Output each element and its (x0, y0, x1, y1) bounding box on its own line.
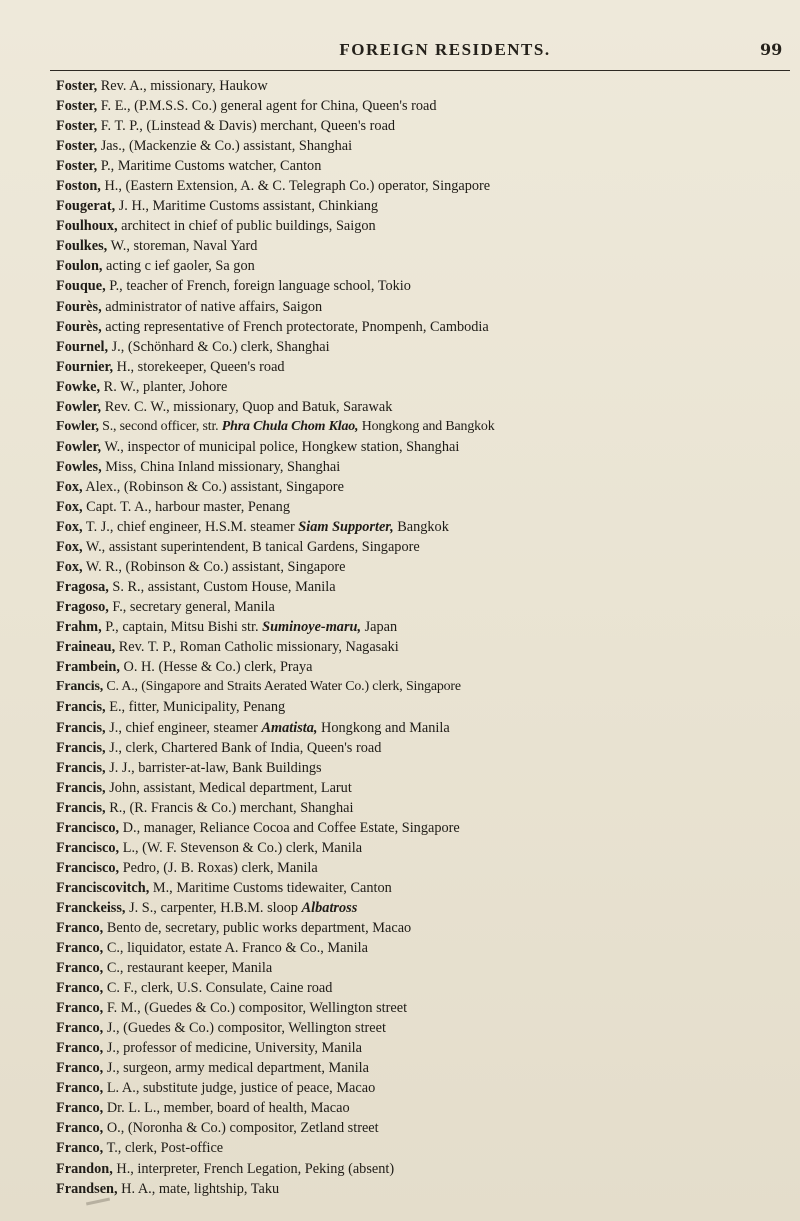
resident-surname: Franco, (56, 919, 104, 936)
resident-surname: Foster, (56, 158, 98, 175)
entry-text: T. J., chief engineer, H.S.M. steamer (82, 519, 299, 536)
list-item (56, 617, 786, 637)
resident-surname: Francis, (56, 719, 106, 736)
resident-surname: Franco, (56, 1100, 104, 1117)
entry-text: C. A., (Singapore and Straits Aerated Water Co.) clerk, Singapore (103, 679, 461, 695)
entry-text: H., storekeeper, Queen's road (113, 358, 285, 375)
entry-text: J. J., barrister-at-law, Bank Buildings (105, 759, 322, 776)
resident-surname: Fowler, (56, 438, 102, 455)
resident-surname: Francis, (56, 759, 106, 776)
list-item (56, 878, 786, 898)
entry-text: J. S., carpenter, H.B.M. sloop (125, 899, 302, 916)
resident-surname: Franco, (56, 940, 104, 957)
entry-text: W., assistant superintendent, B tanical Gardens, Singapore (82, 539, 420, 556)
list-item (56, 738, 786, 758)
vessel-name: Albatross (301, 899, 358, 916)
resident-surname: Francis, (56, 699, 106, 716)
residents-list (56, 76, 786, 1199)
entry-text: W., storeman, Naval Yard (107, 238, 258, 255)
resident-surname: Fox, (56, 498, 83, 515)
resident-surname: Fourès, (56, 318, 102, 335)
entry-text: R. W., planter, Johore (100, 378, 228, 395)
entry-text: F., secretary general, Manila (108, 599, 275, 616)
entry-text: Jas., (Mackenzie & Co.) assistant, Shanghai (97, 138, 353, 155)
resident-surname: Francis, (56, 739, 106, 756)
entry-text: L., (W. F. Stevenson & Co.) clerk, Manila (119, 839, 363, 856)
entry-text: J., professor of medicine, University, Manila (103, 1040, 362, 1057)
entry-text: John, assistant, Medical department, Larut (105, 779, 352, 796)
resident-surname: Fouque, (56, 278, 106, 295)
list-item (56, 1179, 786, 1199)
resident-surname: Franco, (56, 1080, 104, 1097)
list-item (56, 1159, 786, 1179)
entry-text: C., restaurant keeper, Manila (103, 960, 273, 977)
entry-text: M., Maritime Customs tidewaiter, Canton (149, 879, 392, 896)
list-item (56, 778, 786, 798)
list-item (56, 918, 786, 938)
entry-text: Capt. T. A., harbour master, Penang (82, 498, 290, 515)
resident-surname: Franco, (56, 980, 104, 997)
entry-text: Hongkong and Manila (317, 719, 450, 736)
resident-surname: Fox, (56, 519, 83, 536)
list-item (56, 858, 786, 878)
entry-text: Alex., (Robinson & Co.) assistant, Singapore (82, 478, 344, 495)
list-item (56, 76, 786, 96)
vessel-name: Suminoye-maru, (262, 619, 362, 636)
entry-text: Miss, China Inland missionary, Shanghai (101, 458, 341, 475)
list-item (56, 196, 786, 216)
resident-surname: Franco, (56, 1000, 104, 1017)
vessel-name: Phra Chula Chom Klao, (221, 418, 359, 434)
list-item (56, 517, 786, 537)
list-item (56, 1058, 786, 1078)
entry-text: acting representative of French protectorate, Pnompenh, Cambodia (101, 318, 489, 335)
entry-text: P., Maritime Customs watcher, Canton (97, 158, 322, 175)
entry-text: C. F., clerk, U.S. Consulate, Caine road (103, 980, 333, 997)
entry-text: J., (Guedes & Co.) compositor, Wellington street (103, 1020, 386, 1037)
entry-text: P., teacher of French, foreign language school, Tokio (105, 278, 411, 295)
resident-surname: Francisco, (56, 839, 120, 856)
list-item (56, 677, 786, 697)
entry-text: administrator of native affairs, Saigon (101, 298, 323, 315)
resident-surname: Foster, (56, 138, 98, 155)
resident-surname: Frandsen, (56, 1180, 118, 1197)
entry-text: Hongkong and Bangkok (358, 418, 495, 434)
entry-text: H., interpreter, French Legation, Peking (absent) (112, 1160, 395, 1177)
resident-surname: Foulon, (56, 258, 103, 275)
list-item (56, 357, 786, 377)
entry-text: T., clerk, Post-office (103, 1140, 224, 1157)
resident-surname: Francis, (56, 679, 104, 695)
entry-text: O. H. (Hesse & Co.) clerk, Praya (119, 659, 313, 676)
list-item (56, 1118, 786, 1138)
list-item (56, 337, 786, 357)
resident-surname: Foulhoux, (56, 218, 118, 235)
entry-text: H. A., mate, lightship, Taku (117, 1180, 280, 1197)
entry-text: D., manager, Reliance Cocoa and Coffee Estate, Singapore (119, 819, 460, 836)
list-item (56, 537, 786, 557)
list-item (56, 758, 786, 778)
resident-surname: Franckeiss, (56, 899, 126, 916)
list-item (56, 377, 786, 397)
list-item (56, 156, 786, 176)
resident-surname: Frahm, (56, 619, 102, 636)
resident-surname: Fowles, (56, 458, 102, 475)
resident-surname: Fowke, (56, 378, 101, 395)
entry-text: P., captain, Mitsu Bishi str. (101, 619, 263, 636)
entry-text: W., inspector of municipal police, Hongkew station, Shanghai (101, 438, 460, 455)
entry-text: R., (R. Francis & Co.) merchant, Shanghai (105, 799, 354, 816)
entry-text: Bangkok (393, 519, 449, 536)
resident-surname: Frambein, (56, 659, 120, 676)
resident-surname: Franciscovitch, (56, 879, 150, 896)
entry-text: L. A., substitute judge, justice of peace, Macao (103, 1080, 376, 1097)
resident-surname: Franco, (56, 1120, 104, 1137)
list-item (56, 256, 786, 276)
list-item (56, 116, 786, 136)
entry-text: C., liquidator, estate A. Franco & Co., Manila (103, 940, 368, 957)
resident-surname: Fourès, (56, 298, 102, 315)
resident-surname: Fraineau, (56, 639, 116, 656)
list-item (56, 457, 786, 477)
list-item (56, 397, 786, 417)
entry-text: O., (Noronha & Co.) compositor, Zetland street (103, 1120, 379, 1137)
list-item (56, 417, 786, 437)
entry-text: E., fitter, Municipality, Penang (105, 699, 286, 716)
resident-surname: Franco, (56, 960, 104, 977)
list-item (56, 297, 786, 317)
list-item (56, 136, 786, 156)
entry-text: J., surgeon, army medical department, Manila (103, 1060, 369, 1077)
list-item (56, 597, 786, 617)
vessel-name: Amatista, (261, 719, 318, 736)
entry-text: Rev. C. W., missionary, Quop and Batuk, Sarawak (101, 398, 393, 415)
entry-text: F. T. P., (Linstead & Davis) merchant, Queen's road (97, 118, 396, 135)
entry-text: acting c ief gaoler, Sa gon (102, 258, 255, 275)
resident-surname: Foston, (56, 178, 101, 195)
resident-surname: Foster, (56, 118, 98, 135)
resident-surname: Franco, (56, 1140, 104, 1157)
resident-surname: Fournier, (56, 358, 114, 375)
resident-surname: Foulkes, (56, 238, 108, 255)
resident-surname: Fox, (56, 559, 83, 576)
list-item (56, 637, 786, 657)
list-item (56, 978, 786, 998)
resident-surname: Francisco, (56, 819, 120, 836)
resident-surname: Fournel, (56, 338, 109, 355)
list-item (56, 818, 786, 838)
resident-surname: Frandon, (56, 1160, 113, 1177)
list-item (56, 798, 786, 818)
entry-text: Rev. A., missionary, Haukow (97, 78, 268, 94)
list-item (56, 898, 786, 918)
list-item (56, 236, 786, 256)
resident-surname: Fox, (56, 539, 83, 556)
list-item (56, 958, 786, 978)
list-item (56, 1098, 786, 1118)
ink-smudge (86, 1198, 110, 1206)
resident-surname: Francisco, (56, 859, 120, 876)
page-header (0, 36, 800, 66)
resident-surname: Franco, (56, 1060, 104, 1077)
header-rule (50, 70, 790, 71)
list-item (56, 1138, 786, 1158)
resident-surname: Foster, (56, 98, 98, 115)
list-item (56, 1018, 786, 1038)
list-item (56, 477, 786, 497)
entry-text: H., (Eastern Extension, A. & C. Telegraph Co.) operator, Singapore (100, 178, 491, 195)
list-item (56, 998, 786, 1018)
list-item (56, 96, 786, 116)
list-item (56, 557, 786, 577)
resident-surname: Francis, (56, 779, 106, 796)
resident-surname: Fox, (56, 478, 83, 495)
list-item (56, 176, 786, 196)
list-item (56, 1078, 786, 1098)
list-item (56, 838, 786, 858)
entry-text: F. M., (Guedes & Co.) compositor, Wellington street (103, 1000, 408, 1017)
entry-text: architect in chief of public buildings, Saigon (117, 218, 376, 235)
list-item (56, 437, 786, 457)
entry-text: Pedro, (J. B. Roxas) clerk, Manila (119, 859, 318, 876)
resident-surname: Foster, (56, 78, 98, 94)
list-item (56, 497, 786, 517)
entry-text: Rev. T. P., Roman Catholic missionary, Nagasaki (115, 639, 399, 656)
resident-surname: Fragosa, (56, 579, 109, 596)
running-title: FOREIGN RESIDENTS. (339, 40, 551, 59)
list-item (56, 276, 786, 296)
list-item (56, 697, 786, 717)
list-item (56, 216, 786, 236)
entry-text: J. H., Maritime Customs assistant, Chinkiang (115, 198, 379, 215)
list-item (56, 938, 786, 958)
entry-text: J., (Schönhard & Co.) clerk, Shanghai (108, 338, 330, 355)
entry-text: S., second officer, str. (98, 418, 222, 434)
resident-surname: Fowler, (56, 398, 102, 415)
list-item (56, 718, 786, 738)
page-number: 99 (760, 40, 783, 59)
resident-surname: Franco, (56, 1040, 104, 1057)
entry-text: Bento de, secretary, public works department, Macao (103, 919, 412, 936)
entry-text: Japan (361, 619, 398, 636)
resident-surname: Franco, (56, 1020, 104, 1037)
entry-text: W. R., (Robinson & Co.) assistant, Singapore (82, 559, 346, 576)
entry-text: F. E., (P.M.S.S. Co.) general agent for China, Queen's road (97, 98, 437, 115)
list-item (56, 577, 786, 597)
entry-text: S. R., assistant, Custom House, Manila (108, 579, 336, 596)
list-item (56, 317, 786, 337)
entry-text: Dr. L. L., member, board of health, Macao (103, 1100, 350, 1117)
resident-surname: Francis, (56, 799, 106, 816)
resident-surname: Fragoso, (56, 599, 109, 616)
list-item (56, 657, 786, 677)
list-item (56, 1038, 786, 1058)
vessel-name: Siam Supporter, (298, 519, 394, 536)
resident-surname: Fougerat, (56, 198, 116, 215)
entry-text: J., clerk, Chartered Bank of India, Queen's road (105, 739, 382, 756)
resident-surname: Fowler, (56, 418, 99, 434)
entry-text: J., chief engineer, steamer (105, 719, 262, 736)
